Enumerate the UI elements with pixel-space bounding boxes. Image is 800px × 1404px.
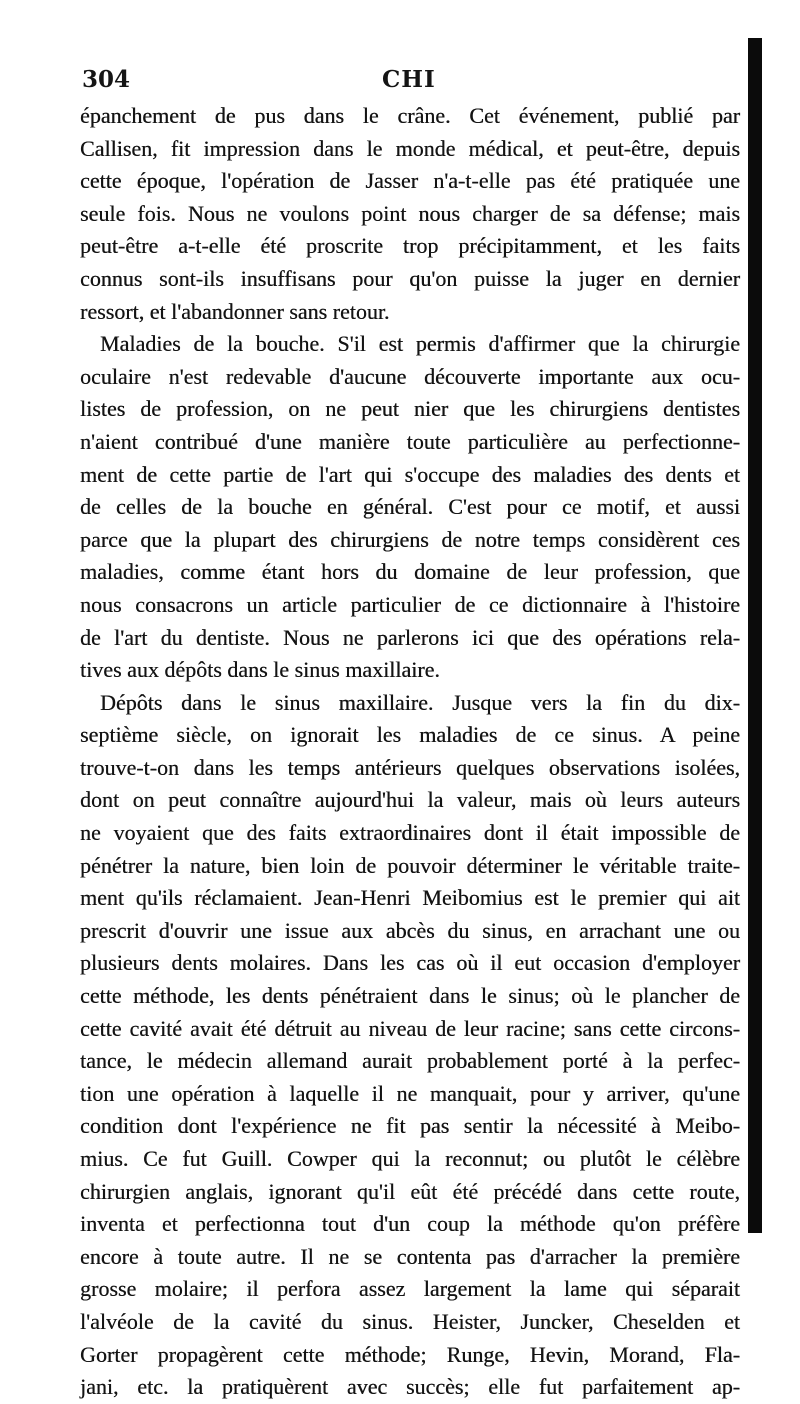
text-line: de celles de la bouche en général. C'est pour ce motif, et aussi: [80, 494, 740, 520]
text-line: seule fois. Nous ne voulons point nous charger de sa défense; mais: [80, 200, 740, 226]
text-line: encore à toute autre. Il ne se contenta pas d'arracher la première: [80, 1243, 740, 1269]
text-line: connus sont-ils insuffisans pour qu'on puisse la juger en dernier: [80, 265, 740, 291]
text-line: prescrit d'ouvrir une issue aux abcès du sinus, en arrachant une ou: [80, 917, 740, 943]
text-line: mius. Ce fut Guill. Cowper qui la reconnut; ou plutôt le célèbre: [80, 1146, 740, 1171]
text-line: cette cavité avait été détruit au niveau de leur racine; sans cette circons-: [80, 1015, 740, 1041]
text-line: cette époque, l'opération de Jasser n'a-t-elle pas été pratiquée une: [80, 168, 740, 194]
text-line: Gorter propagèrent cette méthode; Runge, Hevin, Morand, Fla-: [80, 1341, 740, 1367]
running-head: CHI: [382, 66, 436, 93]
text-line: ressort, et l'abandonner sans retour.: [80, 298, 390, 324]
text-line: condition dont l'expérience ne fit pas sentir la nécessité à Meibo-: [80, 1113, 740, 1139]
body-text: [80, 100, 740, 1404]
text-line: cette méthode, les dents pénétraient dans le sinus; où le plancher de: [80, 983, 740, 1009]
text-line: pénétrer la nature, bien loin de pouvoir déterminer le véritable traite-: [80, 852, 740, 878]
text-line: parce que la plupart des chirurgiens de notre temps considèrent ces: [80, 526, 740, 552]
text-line: plusieurs dents molaires. Dans les cas où il eut occasion d'employer: [80, 950, 740, 976]
text-line: l'alvéole de la cavité du sinus. Heister, Juncker, Cheselden et: [80, 1308, 740, 1334]
text-line: chirurgien anglais, ignorant qu'il eût été précédé dans cette route,: [80, 1178, 740, 1204]
text-line: nous consacrons un article particulier de ce dictionnaire à l'histoire: [80, 591, 740, 617]
text-line: maladies, comme étant hors du domaine de leur profession, que: [80, 559, 740, 585]
text-line: jani, etc. la pratiquèrent avec succès; elle fut parfaitement ap-: [80, 1374, 740, 1400]
text-line: inventa et perfectionna tout d'un coup la méthode qu'on préfère: [80, 1211, 740, 1237]
text-line: septième siècle, on ignorait les maladies de ce sinus. A peine: [80, 722, 740, 748]
text-line: grosse molaire; il perfora assez largement la lame qui séparait: [80, 1276, 740, 1302]
text-line: tion une opération à laquelle il ne manquait, pour y arriver, qu'une: [80, 1080, 740, 1106]
text-line: de l'art du dentiste. Nous ne parlerons ici que des opérations rela-: [80, 624, 740, 650]
text-line: n'aient contribué d'une manière toute particulière au perfectionne-: [80, 428, 740, 454]
text-line: ne voyaient que des faits extraordinaires dont il était impossible de: [80, 820, 740, 846]
text-line: tance, le médecin allemand aurait probablement porté à la perfec-: [80, 1048, 740, 1074]
scan-edge-shadow: [748, 38, 762, 1233]
text-line: listes de profession, on ne peut nier que les chirurgiens dentistes: [80, 396, 740, 422]
page-number: 304: [82, 66, 131, 93]
page-header: [82, 66, 732, 96]
text-line: peut-être a-t-elle été proscrite trop précipitamment, et les faits: [80, 233, 740, 259]
text-line: trouve-t-on dans les temps antérieurs quelques observations isolées,: [80, 754, 740, 780]
text-line: Callisen, fit impression dans le monde médical, et peut-être, depuis: [80, 135, 740, 161]
paragraph-maladies-bouche: Maladies de la bouche. S'il est permis d'affirmer que la chirurgie: [100, 331, 740, 357]
text-line: ment de cette partie de l'art qui s'occupe des maladies des dents et: [80, 461, 740, 487]
text-line: ment qu'ils réclamaient. Jean-Henri Meibomius est le premier qui ait: [80, 885, 740, 911]
text-line: dont on peut connaître aujourd'hui la valeur, mais où leurs auteurs: [80, 787, 740, 813]
text-line: oculaire n'est redevable d'aucune découverte importante aux ocu-: [80, 363, 740, 389]
text-line: tives aux dépôts dans le sinus maxillaire.: [80, 657, 440, 683]
paragraph-depots-sinus: Dépôts dans le sinus maxillaire. Jusque vers la fin du dix-: [100, 689, 740, 715]
text-line: épanchement de pus dans le crâne. Cet événement, publié par: [80, 103, 740, 128]
